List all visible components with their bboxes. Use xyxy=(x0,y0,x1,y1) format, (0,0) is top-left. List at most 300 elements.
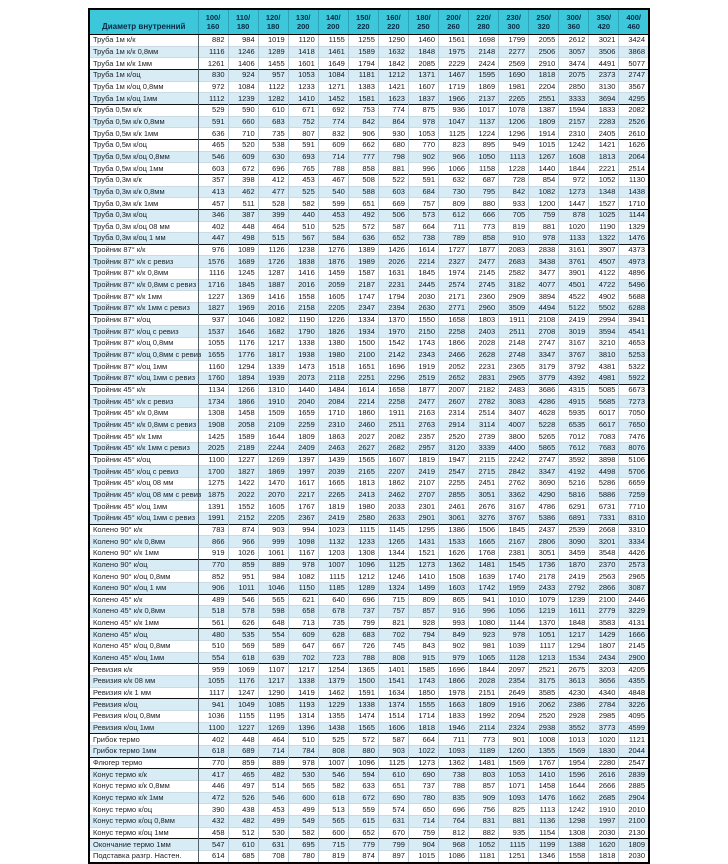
price-cell: 2108 xyxy=(529,314,559,326)
price-cell: 1607 xyxy=(378,454,408,466)
price-cell: 1217 xyxy=(258,338,288,350)
price-cell: 2784 xyxy=(589,699,619,711)
price-cell: 2866 xyxy=(589,582,619,594)
price-cell: 1126 xyxy=(258,244,288,256)
price-cell: 875 xyxy=(408,104,438,116)
table-row xyxy=(89,664,649,676)
price-cell: 2115 xyxy=(469,454,499,466)
price-cell: 1760 xyxy=(198,373,228,385)
price-cell: 3179 xyxy=(529,361,559,373)
price-cell: 1869 xyxy=(258,466,288,478)
table-row xyxy=(89,524,649,536)
price-cell: 448 xyxy=(228,221,258,233)
price-cell: 1308 xyxy=(348,547,378,559)
price-cell: 1869 xyxy=(469,81,499,93)
price-cell: 968 xyxy=(439,839,469,851)
price-cell: 1116 xyxy=(198,46,228,58)
price-cell: 2214 xyxy=(408,256,438,268)
price-cell: 1082 xyxy=(288,571,318,583)
price-cell: 2574 xyxy=(439,279,469,291)
row-label: Колено 90° к/оц xyxy=(89,559,198,571)
price-cell: 2142 xyxy=(378,349,408,361)
table-row xyxy=(89,629,649,641)
price-cell: 1947 xyxy=(439,454,469,466)
price-cell: 1438 xyxy=(619,186,649,198)
price-cell: 2747 xyxy=(529,454,559,466)
price-cell: 779 xyxy=(348,839,378,851)
price-cell: 610 xyxy=(258,104,288,116)
price-cell: 3019 xyxy=(559,326,589,338)
row-label: Труба 1м к/оц 0,8мм xyxy=(89,81,198,93)
price-cell: 1743 xyxy=(408,676,438,688)
price-cell: 710 xyxy=(228,128,258,140)
column-header-top: 140/ xyxy=(325,12,341,22)
price-cell: 2040 xyxy=(288,396,318,408)
price-cell: 1617 xyxy=(288,477,318,489)
price-cell: 753 xyxy=(348,104,378,116)
price-cell: 812 xyxy=(439,827,469,839)
price-cell: 1458 xyxy=(529,781,559,793)
price-cell: 2064 xyxy=(619,151,649,163)
price-cell: 2610 xyxy=(619,128,649,140)
price-cell: 4522 xyxy=(559,291,589,303)
price-cell: 639 xyxy=(258,652,288,664)
price-cell: 526 xyxy=(228,792,258,804)
price-cell: 714 xyxy=(258,746,288,758)
price-cell: 346 xyxy=(198,209,228,221)
price-cell: 2792 xyxy=(559,582,589,594)
row-label: Грибок термо 1мм xyxy=(89,746,198,758)
price-cell: 472 xyxy=(198,792,228,804)
price-cell: 1866 xyxy=(228,396,258,408)
price-cell: 4981 xyxy=(589,373,619,385)
price-cell: 978 xyxy=(499,629,529,641)
price-cell: 432 xyxy=(198,815,228,827)
price-cell: 5865 xyxy=(529,442,559,454)
price-cell: 5386 xyxy=(529,512,559,524)
table-row xyxy=(89,174,649,186)
column-header-top: 160/ xyxy=(386,12,401,22)
price-cell: 1476 xyxy=(529,792,559,804)
table-row xyxy=(89,606,649,618)
price-cell: 984 xyxy=(228,35,258,47)
price-cell: 2900 xyxy=(619,652,649,664)
price-cell: 529 xyxy=(198,104,228,116)
price-cell: 658 xyxy=(288,606,318,618)
price-cell: 1623 xyxy=(378,93,408,105)
price-cell: 1807 xyxy=(589,641,619,653)
price-cell: 2265 xyxy=(499,93,529,105)
price-cell: 4848 xyxy=(619,687,649,699)
table-row xyxy=(89,850,649,862)
price-cell: 2910 xyxy=(529,58,559,70)
price-cell: 1914 xyxy=(529,128,559,140)
price-cell: 525 xyxy=(318,734,348,746)
price-cell: 3061 xyxy=(439,512,469,524)
price-cell: 711 xyxy=(439,221,469,233)
price-cell: 1997 xyxy=(589,815,619,827)
column-header-top: 300/ xyxy=(566,12,582,22)
price-cell: 2231 xyxy=(378,279,408,291)
price-cell: 525 xyxy=(318,221,348,233)
price-cell: 3407 xyxy=(499,408,529,420)
price-cell: 2016 xyxy=(288,279,318,291)
price-cell: 994 xyxy=(288,524,318,536)
row-label: Труба 0,3м к/оц 08 мм xyxy=(89,221,198,233)
price-cell: 1416 xyxy=(258,291,288,303)
price-cell: 1887 xyxy=(258,279,288,291)
price-cell: 3334 xyxy=(619,536,649,548)
price-cell: 2633 xyxy=(378,512,408,524)
price-cell: 3509 xyxy=(499,303,529,315)
price-cell: 4426 xyxy=(619,547,649,559)
price-cell: 1289 xyxy=(348,582,378,594)
row-label: Труба 1м к/оц 1мм xyxy=(89,93,198,105)
price-cell: 587 xyxy=(378,734,408,746)
price-cell: 1969 xyxy=(228,303,258,315)
price-cell: 2466 xyxy=(439,349,469,361)
price-cell: 628 xyxy=(318,629,348,641)
price-cell: 3810 xyxy=(589,349,619,361)
price-cell: 2370 xyxy=(589,559,619,571)
price-cell: 2909 xyxy=(499,291,529,303)
price-cell: 770 xyxy=(198,757,228,769)
price-cell: 809 xyxy=(408,594,438,606)
price-cell: 1860 xyxy=(348,408,378,420)
price-cell: 2070 xyxy=(258,489,288,501)
price-cell: 889 xyxy=(258,559,288,571)
price-cell: 2514 xyxy=(469,408,499,420)
price-cell: 2094 xyxy=(499,711,529,723)
price-cell: 1386 xyxy=(439,524,469,536)
price-cell: 1052 xyxy=(469,839,499,851)
price-cell: 520 xyxy=(228,139,258,151)
price-cell: 1658 xyxy=(378,384,408,396)
table-row xyxy=(89,477,649,489)
table-row xyxy=(89,151,649,163)
price-cell: 1569 xyxy=(499,757,529,769)
price-cell: 1132 xyxy=(318,536,348,548)
price-cell: 737 xyxy=(348,606,378,618)
price-cell: 2214 xyxy=(348,396,378,408)
price-cell: 3567 xyxy=(619,81,649,93)
row-label: Ревизия к/оц xyxy=(89,699,198,711)
price-cell: 1115 xyxy=(499,839,529,851)
price-cell: 711 xyxy=(439,734,469,746)
price-cell: 1374 xyxy=(378,699,408,711)
price-cell: 1981 xyxy=(499,81,529,93)
price-cell: 4095 xyxy=(619,711,649,723)
price-cell: 610 xyxy=(378,769,408,781)
price-cell: 1747 xyxy=(348,291,378,303)
price-cell: 1015 xyxy=(529,139,559,151)
column-header-bottom: 180 xyxy=(266,21,280,31)
price-cell: 2779 xyxy=(589,606,619,618)
price-cell: 2569 xyxy=(499,58,529,70)
price-cell: 1144 xyxy=(619,209,649,221)
price-cell: 1991 xyxy=(198,512,228,524)
price-cell: 1410 xyxy=(529,769,559,781)
price-cell: 2157 xyxy=(559,116,589,128)
price-cell: 1606 xyxy=(378,722,408,734)
price-cell: 1355 xyxy=(318,711,348,723)
price-cell: 809 xyxy=(439,198,469,210)
price-cell: 683 xyxy=(348,629,378,641)
price-cell: 1189 xyxy=(469,746,499,758)
price-cell: 2580 xyxy=(348,512,378,524)
price-cell: 1199 xyxy=(529,839,559,851)
price-cell: 1614 xyxy=(408,244,438,256)
price-cell: 1662 xyxy=(559,792,589,804)
price-cell: 1817 xyxy=(258,349,288,361)
price-cell: 2419 xyxy=(408,466,438,478)
price-cell: 1061 xyxy=(258,547,288,559)
column-header-bottom: 200 xyxy=(327,21,340,31)
price-cell: 1255 xyxy=(348,35,378,47)
price-cell: 2419 xyxy=(559,314,589,326)
row-label: Труба 0,3м к/к xyxy=(89,174,198,186)
price-cell: 3901 xyxy=(559,268,589,280)
price-cell: 1620 xyxy=(589,839,619,851)
price-cell: 1338 xyxy=(288,338,318,350)
price-cell: 1862 xyxy=(378,477,408,489)
price-cell: 924 xyxy=(228,69,258,81)
price-cell: 1334 xyxy=(348,314,378,326)
price-cell: 858 xyxy=(348,163,378,175)
column-header-bottom: 220 xyxy=(387,21,400,31)
price-cell: 774 xyxy=(378,104,408,116)
column-header-bottom: 200 xyxy=(296,21,310,31)
price-cell: 757 xyxy=(378,606,408,618)
price-cell: 4373 xyxy=(619,244,649,256)
table-row xyxy=(89,757,649,769)
price-cell: 1484 xyxy=(318,384,348,396)
price-cell: 636 xyxy=(198,128,228,140)
column-header xyxy=(318,9,348,35)
price-cell: 687 xyxy=(469,174,499,186)
price-cell: 1534 xyxy=(559,652,589,664)
price-cell: 3477 xyxy=(529,268,559,280)
row-label: Колено 45° к/оц 0,8мм xyxy=(89,641,198,653)
price-cell: 5502 xyxy=(589,303,619,315)
price-cell: 2381 xyxy=(499,547,529,559)
price-cell: 981 xyxy=(469,641,499,653)
table-body xyxy=(89,35,649,863)
price-cell: 1130 xyxy=(619,174,649,186)
price-cell: 1794 xyxy=(348,58,378,70)
price-cell: 4400 xyxy=(499,442,529,454)
price-cell: 546 xyxy=(228,594,258,606)
price-cell: 808 xyxy=(378,652,408,664)
price-cell: 738 xyxy=(408,233,438,245)
price-cell: 2628 xyxy=(469,349,499,361)
price-cell: 3167 xyxy=(559,338,589,350)
price-cell: 966 xyxy=(439,151,469,163)
price-cell: 4290 xyxy=(529,489,559,501)
price-cell: 1499 xyxy=(408,582,438,594)
price-cell: 1122 xyxy=(258,81,288,93)
price-cell: 695 xyxy=(288,839,318,851)
price-cell: 2446 xyxy=(619,594,649,606)
price-cell: 1558 xyxy=(559,850,589,862)
price-cell: 765 xyxy=(288,163,318,175)
price-cell: 546 xyxy=(318,769,348,781)
column-header xyxy=(439,9,469,35)
price-cell: 1585 xyxy=(408,664,438,676)
price-cell: 1689 xyxy=(228,256,258,268)
table-row xyxy=(89,373,649,385)
price-cell: 1866 xyxy=(439,676,469,688)
price-cell: 1736 xyxy=(529,559,559,571)
price-cell: 609 xyxy=(228,151,258,163)
price-cell: 999 xyxy=(258,536,288,548)
price-cell: 1601 xyxy=(288,58,318,70)
price-cell: 417 xyxy=(198,769,228,781)
price-cell: 2994 xyxy=(589,314,619,326)
price-cell: 1050 xyxy=(469,151,499,163)
price-cell: 618 xyxy=(228,652,258,664)
price-cell: 713 xyxy=(288,617,318,629)
price-cell: 1227 xyxy=(228,454,258,466)
price-cell: 880 xyxy=(348,746,378,758)
price-cell: 1467 xyxy=(439,69,469,81)
table-row xyxy=(89,326,649,338)
price-cell: 1541 xyxy=(378,676,408,688)
price-cell: 7083 xyxy=(589,431,619,443)
price-cell: 2028 xyxy=(469,676,499,688)
price-cell: 3057 xyxy=(559,46,589,58)
price-cell: 492 xyxy=(348,209,378,221)
price-cell: 467 xyxy=(318,174,348,186)
table-row xyxy=(89,93,649,105)
price-cell: 3210 xyxy=(589,338,619,350)
price-cell: 1809 xyxy=(529,116,559,128)
price-cell: 1273 xyxy=(408,757,438,769)
row-label: Тройник 45° к/к xyxy=(89,384,198,396)
price-cell: 2109 xyxy=(258,419,288,431)
table-row xyxy=(89,489,649,501)
price-cell: 1425 xyxy=(198,431,228,443)
table-row xyxy=(89,687,649,699)
price-cell: 795 xyxy=(469,186,499,198)
price-cell: 1246 xyxy=(228,46,258,58)
price-cell: 636 xyxy=(348,233,378,245)
price-cell: 2207 xyxy=(378,466,408,478)
price-cell: 1589 xyxy=(348,46,378,58)
price-cell: 453 xyxy=(318,209,348,221)
price-cell: 5085 xyxy=(589,384,619,396)
price-cell: 2244 xyxy=(258,442,288,454)
table-row xyxy=(89,594,649,606)
price-cell: 1876 xyxy=(318,256,348,268)
price-cell: 512 xyxy=(228,827,258,839)
price-cell: 1894 xyxy=(228,373,258,385)
price-cell: 1294 xyxy=(559,641,589,653)
price-cell: 1026 xyxy=(228,547,258,559)
row-label: Тройник 87° к/к 1мм с ревиз xyxy=(89,303,198,315)
price-cell: 666 xyxy=(469,209,499,221)
price-cell: 1877 xyxy=(469,244,499,256)
price-cell: 2083 xyxy=(499,244,529,256)
price-cell: 1877 xyxy=(408,384,438,396)
price-cell: 1036 xyxy=(198,711,228,723)
price-cell: 2547 xyxy=(619,757,649,769)
row-label: Колено 90° к/к 1мм xyxy=(89,547,198,559)
price-cell: 823 xyxy=(439,139,469,151)
price-cell: 648 xyxy=(258,617,288,629)
price-cell: 692 xyxy=(318,104,348,116)
price-cell: 1954 xyxy=(559,757,589,769)
price-cell: 835 xyxy=(439,792,469,804)
price-cell: 1158 xyxy=(469,163,499,175)
price-cell: 2463 xyxy=(318,442,348,454)
price-cell: 1137 xyxy=(469,116,499,128)
price-cell: 2707 xyxy=(408,489,438,501)
table-row xyxy=(89,454,649,466)
price-cell: 1776 xyxy=(228,349,258,361)
row-label: Труба 1м к/к 1мм xyxy=(89,58,198,70)
row-label: Конус термо к/оц xyxy=(89,804,198,816)
price-cell: 2314 xyxy=(439,408,469,420)
price-cell: 780 xyxy=(288,850,318,862)
price-cell: 1421 xyxy=(589,139,619,151)
price-cell: 1100 xyxy=(198,722,228,734)
table-row xyxy=(89,361,649,373)
price-cell: 683 xyxy=(258,116,288,128)
price-cell: 1308 xyxy=(559,827,589,839)
price-cell: 1418 xyxy=(288,46,318,58)
price-cell: 489 xyxy=(198,594,228,606)
row-label: Труба 0,5м к/к xyxy=(89,104,198,116)
price-cell: 708 xyxy=(258,850,288,862)
row-label: Окончание термо 1мм xyxy=(89,839,198,851)
price-cell: 1100 xyxy=(198,454,228,466)
price-cell: 1939 xyxy=(258,373,288,385)
price-cell: 702 xyxy=(378,629,408,641)
price-cell: 1767 xyxy=(288,501,318,513)
price-cell: 1055 xyxy=(198,676,228,688)
price-cell: 3552 xyxy=(559,722,589,734)
price-cell: 919 xyxy=(198,547,228,559)
price-cell: 1388 xyxy=(559,839,589,851)
price-cell: 3779 xyxy=(529,373,559,385)
price-cell: 1107 xyxy=(258,664,288,676)
price-cell: 3083 xyxy=(499,396,529,408)
column-header-bottom: 180 xyxy=(236,21,250,31)
price-cell: 1426 xyxy=(378,244,408,256)
price-cell: 1290 xyxy=(378,35,408,47)
table-row xyxy=(89,466,649,478)
price-cell: 2762 xyxy=(499,477,529,489)
price-cell: 2477 xyxy=(408,396,438,408)
price-cell: 2607 xyxy=(439,396,469,408)
price-cell: 3120 xyxy=(439,442,469,454)
price-cell: 506 xyxy=(378,209,408,221)
price-cell: 458 xyxy=(198,827,228,839)
price-cell: 1213 xyxy=(529,652,559,664)
price-cell: 2413 xyxy=(348,489,378,501)
price-cell: 777 xyxy=(348,151,378,163)
price-cell: 690 xyxy=(408,769,438,781)
price-cell: 1020 xyxy=(589,734,619,746)
price-cell: 1181 xyxy=(469,850,499,862)
price-cell: 874 xyxy=(348,850,378,862)
price-cell: 6659 xyxy=(619,477,649,489)
price-cell: 2419 xyxy=(318,512,348,524)
price-cell: 1308 xyxy=(198,408,228,420)
price-cell: 1346 xyxy=(529,850,559,862)
price-cell: 567 xyxy=(288,233,318,245)
